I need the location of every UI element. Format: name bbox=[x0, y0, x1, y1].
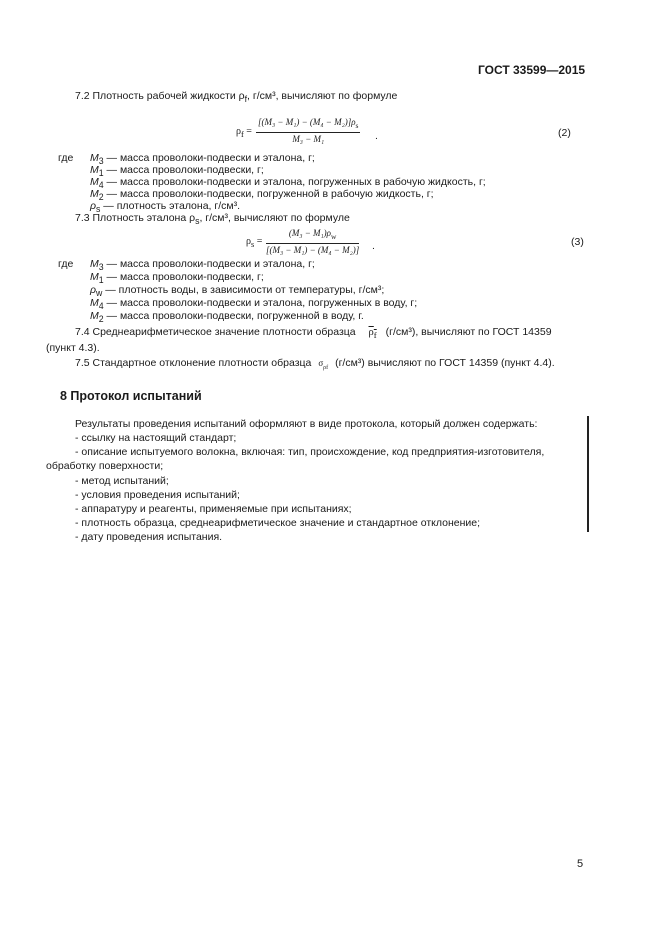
formula-2-period: . bbox=[375, 130, 378, 142]
formula-3-fraction bbox=[266, 228, 359, 256]
def-text: — масса проволоки-подвески, погруженной в рабочую жидкость, г; bbox=[103, 188, 434, 200]
sub: f bbox=[373, 330, 377, 341]
page-number: 5 bbox=[577, 858, 584, 870]
num-text: [(M₃ − M₁) − (M₄ − M₂)]ρ bbox=[258, 117, 356, 127]
num-sub: s bbox=[355, 120, 359, 130]
protocol-item: - метод испытаний; bbox=[75, 474, 169, 487]
den-text: M₃ − M₁ bbox=[292, 133, 325, 144]
section-8-heading: 8 Протокол испытаний bbox=[60, 389, 202, 403]
def-symbol: ρ bbox=[90, 200, 97, 212]
def-symbol: M bbox=[90, 271, 99, 283]
text-after: (г/см³) вычисляют по ГОСТ 14359 (пункт 4.4). bbox=[335, 357, 555, 369]
title-sub: f bbox=[244, 94, 248, 105]
def-sub: 2 bbox=[98, 192, 104, 203]
definition-item bbox=[90, 310, 364, 325]
num-text: (M₃ − M₁)ρ bbox=[288, 228, 331, 238]
title-sub: s bbox=[195, 216, 200, 227]
revision-bar bbox=[587, 416, 589, 532]
num-sub: w bbox=[330, 231, 337, 241]
section-7-5 bbox=[75, 357, 555, 374]
sub: ρf bbox=[323, 364, 329, 371]
def-sub: s bbox=[96, 204, 101, 215]
formula-3-denominator bbox=[266, 244, 359, 256]
def-text: — плотность эталона, г/см³. bbox=[100, 200, 241, 212]
protocol-item: - аппаратуру и реагенты, применяемые при испытаниях; bbox=[75, 503, 352, 515]
den-text: [(M₃ − M₁) − (M₄ − M₂)] bbox=[266, 244, 360, 255]
sym: σ bbox=[318, 358, 324, 368]
def-symbol: M bbox=[90, 188, 99, 200]
def-text: — масса проволоки-подвески и эталона, погруженных в рабочую жидкость, г; bbox=[103, 176, 486, 188]
where-label-1: где bbox=[58, 152, 74, 164]
title-text: 7.2 Плотность рабочей жидкости ρ bbox=[75, 90, 245, 102]
def-text: — масса проволоки-подвески, г; bbox=[103, 271, 264, 283]
def-symbol: M bbox=[90, 152, 99, 164]
def-sub: 4 bbox=[98, 301, 104, 312]
def-text: — масса проволоки-подвески, г; bbox=[103, 164, 264, 176]
def-symbol: M bbox=[90, 164, 99, 176]
std-dev-symbol bbox=[318, 357, 328, 374]
section-7-4-line1 bbox=[75, 326, 552, 341]
def-symbol: M bbox=[90, 258, 99, 270]
def-sub: w bbox=[96, 288, 103, 299]
def-text: — масса проволоки-подвески и эталона, погруженных в воду, г; bbox=[103, 297, 418, 309]
section-7-2-title bbox=[75, 90, 397, 105]
def-symbol: M bbox=[90, 176, 99, 188]
title-rest: , г/см³, вычисляют по формуле bbox=[247, 90, 398, 102]
lhs-symbol: ρ bbox=[246, 236, 251, 247]
protocol-item: - описание испытуемого волокна, включая: тип, происхождение, код предприятия-изготовителя, bbox=[75, 446, 545, 459]
text-before: 7.4 Среднеарифметическое значение плотности образца bbox=[75, 326, 356, 338]
def-sub: 4 bbox=[98, 180, 104, 191]
lhs-sub: s bbox=[251, 240, 255, 249]
def-text: — плотность воды, в зависимости от температуры, г/см³; bbox=[102, 284, 385, 296]
text-before: 7.5 Стандартное отклонение плотности образца bbox=[75, 357, 312, 369]
lhs-sub: f bbox=[241, 130, 244, 139]
document-code: ГОСТ 33599—2015 bbox=[478, 63, 586, 77]
def-sub: 3 bbox=[98, 156, 104, 167]
where-label-2: где bbox=[58, 258, 74, 270]
sym: ρ bbox=[368, 327, 374, 338]
text-after: (г/см³), вычисляют по ГОСТ 14359 bbox=[385, 326, 552, 338]
lhs-symbol: ρ bbox=[236, 126, 241, 137]
mean-density-symbol bbox=[369, 327, 377, 341]
def-text: — масса проволоки-подвески и эталона, г; bbox=[103, 258, 315, 270]
section-7-3-title bbox=[75, 212, 350, 227]
formula-3-numerator bbox=[266, 228, 359, 244]
formula-2-numerator bbox=[256, 117, 360, 133]
def-symbol: M bbox=[90, 310, 99, 322]
section-7-4-line2: (пункт 4.3). bbox=[46, 342, 100, 354]
section-8-intro: Результаты проведения испытаний оформляют в виде протокола, который должен содержать: bbox=[75, 418, 538, 430]
protocol-item: обработку поверхности; bbox=[46, 460, 164, 473]
def-text: — масса проволоки-подвески, погруженной в воду, г. bbox=[103, 310, 364, 322]
formula-3-period: . bbox=[372, 240, 375, 252]
def-text: — масса проволоки-подвески и эталона, г; bbox=[103, 152, 315, 164]
def-symbol: ρ bbox=[90, 284, 97, 296]
title-rest: , г/см³, вычисляют по формуле bbox=[199, 212, 350, 224]
formula-2-denominator bbox=[256, 133, 360, 145]
def-sub: 2 bbox=[98, 314, 104, 325]
def-sub: 1 bbox=[98, 168, 104, 179]
formula-2-number: (2) bbox=[558, 127, 571, 139]
formula-2-fraction bbox=[256, 117, 360, 145]
def-sub: 1 bbox=[98, 275, 104, 286]
def-symbol: M bbox=[90, 297, 99, 309]
formula-3-number: (3) bbox=[571, 236, 584, 248]
protocol-item: - ссылку на настоящий стандарт; bbox=[75, 432, 237, 444]
protocol-item: - дату проведения испытания. bbox=[75, 531, 223, 544]
protocol-item: - плотность образца, среднеарифметическое значение и стандартное отклонение; bbox=[75, 517, 481, 530]
protocol-item: - условия проведения испытаний; bbox=[75, 488, 240, 501]
def-sub: 3 bbox=[98, 262, 104, 273]
title-text: 7.3 Плотность эталона ρ bbox=[75, 212, 196, 224]
formula-3-lhs: $\rho_s$ = bbox=[246, 236, 263, 249]
formula-2-lhs: $\rho_f$ = bbox=[236, 126, 252, 139]
